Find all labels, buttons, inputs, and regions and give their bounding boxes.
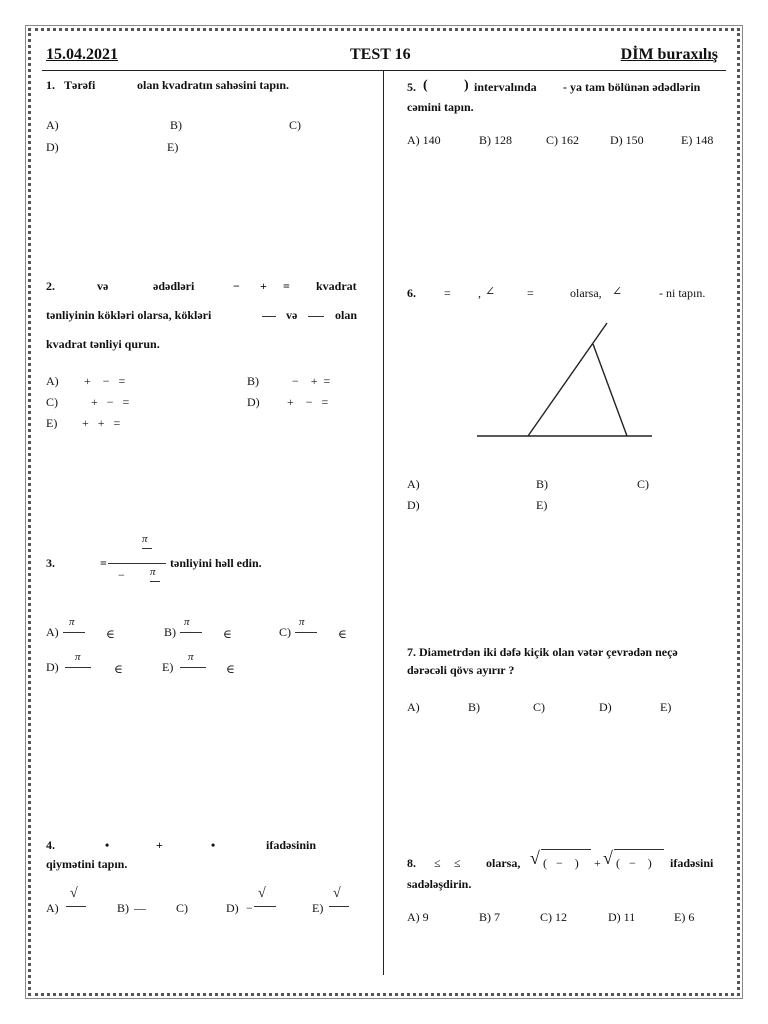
q2-option-d[interactable]: D) bbox=[247, 395, 260, 409]
q7-option-d[interactable]: D) bbox=[599, 700, 612, 714]
q2-line3: kvadrat tənliyi qurun. bbox=[46, 337, 160, 351]
q5-line2: cəmini tapın. bbox=[407, 100, 474, 114]
q2-option-b-expr: − + = bbox=[292, 374, 331, 388]
q3-equals: = bbox=[100, 556, 107, 570]
q3-b-pi: π bbox=[184, 616, 190, 628]
q7-option-a[interactable]: A) bbox=[407, 700, 420, 714]
q2-option-e-expr: + + = bbox=[82, 416, 121, 430]
q8-le-2: ≤ bbox=[454, 856, 461, 870]
q2-option-a[interactable]: A) bbox=[46, 374, 59, 388]
q4-line2: qiymətini tapın. bbox=[46, 857, 128, 871]
q3-d-bar bbox=[65, 667, 91, 668]
q8-option-d[interactable]: D) 11 bbox=[608, 910, 636, 924]
q4-e-bar bbox=[329, 906, 349, 907]
q6-option-d[interactable]: D) bbox=[407, 498, 420, 512]
q7-line1: 7. Diametrdən iki dəfə kiçik olan vətər çevrədən neçə bbox=[407, 645, 678, 659]
q4-a-bar bbox=[66, 906, 86, 907]
q3-numerator-pi: π bbox=[142, 533, 148, 545]
q2-word-ededleri: ədədləri bbox=[153, 279, 195, 293]
q4-number: 4. bbox=[46, 838, 55, 852]
q3-e-bar bbox=[180, 667, 206, 668]
q5-option-d[interactable]: D) 150 bbox=[610, 133, 644, 147]
test-source: DİM buraxılış bbox=[620, 46, 718, 63]
q3-c-bar bbox=[295, 632, 317, 633]
q6-equals-1: = bbox=[444, 286, 451, 300]
q3-option-b[interactable]: B) bbox=[164, 625, 176, 639]
q8-plus: + bbox=[594, 856, 601, 870]
q5-option-c[interactable]: C) 162 bbox=[546, 133, 579, 147]
q6-option-e[interactable]: E) bbox=[536, 498, 548, 512]
q6-option-a[interactable]: A) bbox=[407, 477, 420, 491]
q3-option-c[interactable]: C) bbox=[279, 625, 291, 639]
q4-d-minus: − bbox=[246, 901, 253, 915]
q2-option-e[interactable]: E) bbox=[46, 416, 58, 430]
q7-line2: dərəcəli qövs ayırır ? bbox=[407, 663, 515, 677]
q8-sqrt-1-expr: ( − ) bbox=[543, 856, 579, 870]
q2-word-ve2: və bbox=[286, 308, 298, 322]
q3-number: 3. bbox=[46, 556, 55, 570]
q2-plus: + bbox=[260, 279, 267, 293]
q3-e-pi: π bbox=[188, 651, 194, 663]
q7-option-b[interactable]: B) bbox=[468, 700, 480, 714]
q4-d-bar bbox=[254, 906, 276, 907]
q4-b-dash: — bbox=[134, 901, 146, 915]
q4-option-d[interactable]: D) bbox=[226, 901, 239, 915]
q8-sqrt-2-expr: ( − ) bbox=[616, 856, 652, 870]
q3-b-bar bbox=[180, 632, 202, 633]
q5-option-a[interactable]: A) 140 bbox=[407, 133, 441, 147]
q4-dot-1: • bbox=[105, 838, 110, 852]
q1-text-pre: Tərəfi bbox=[64, 78, 96, 92]
q2-option-a-expr: + − = bbox=[84, 374, 126, 388]
q2-option-c[interactable]: C) bbox=[46, 395, 58, 409]
header-divider bbox=[42, 70, 726, 71]
q8-le-1: ≤ bbox=[434, 856, 441, 870]
q4-option-c[interactable]: C) bbox=[176, 901, 188, 915]
q2-fraction-bar-1 bbox=[262, 316, 276, 317]
q6-equals-2: = bbox=[527, 286, 534, 300]
q2-option-b[interactable]: B) bbox=[247, 374, 259, 388]
q5-option-e[interactable]: E) 148 bbox=[681, 133, 714, 147]
q5-number: 5. bbox=[407, 80, 416, 94]
q3-option-a[interactable]: A) bbox=[46, 625, 59, 639]
q4-e-sqrt: √ bbox=[333, 886, 341, 901]
q8-option-c[interactable]: C) 12 bbox=[540, 910, 567, 924]
q6-option-b[interactable]: B) bbox=[536, 477, 548, 491]
q2-option-c-expr: + − = bbox=[91, 395, 130, 409]
q8-option-e[interactable]: E) 6 bbox=[674, 910, 695, 924]
q6-left-side bbox=[528, 323, 607, 436]
q2-word-ve: və bbox=[97, 279, 109, 293]
q4-option-a[interactable]: A) bbox=[46, 901, 59, 915]
q2-minus: − bbox=[233, 279, 240, 293]
q6-text2: - ni tapın. bbox=[659, 286, 706, 300]
q5-text2: - ya tam bölünən ədədlərin bbox=[563, 80, 701, 94]
q1-text-post: olan kvadratın sahəsini tapın. bbox=[137, 78, 290, 92]
q3-small-bar-bottom bbox=[150, 581, 160, 582]
q6-comma: , bbox=[478, 286, 481, 300]
q8-option-a[interactable]: A) 9 bbox=[407, 910, 429, 924]
q4-option-b[interactable]: B) bbox=[117, 901, 129, 915]
q1-option-d[interactable]: D) bbox=[46, 140, 59, 154]
page-border bbox=[28, 28, 740, 996]
q3-e-in: ∈ bbox=[226, 662, 235, 676]
q3-fraction-bar bbox=[108, 563, 166, 564]
test-date: 15.04.2021 bbox=[46, 46, 118, 63]
q2-word-olan: olan bbox=[335, 308, 358, 322]
q2-line2: tənliyinin kökləri olarsa, kökləri bbox=[46, 308, 212, 322]
q7-option-e[interactable]: E) bbox=[660, 700, 672, 714]
q3-text: tənliyini həll edin. bbox=[170, 556, 262, 570]
q3-minus: − bbox=[118, 568, 125, 582]
q1-option-a[interactable]: A) bbox=[46, 118, 59, 132]
q6-text: olarsa, bbox=[570, 286, 602, 300]
q2-number: 2. bbox=[46, 279, 55, 293]
q8-sqrt-2: √ bbox=[603, 848, 613, 868]
q6-triangle-diagram bbox=[475, 320, 675, 440]
q4-text: ifadəsinin bbox=[266, 838, 317, 852]
q8-sqrt-1-bar bbox=[541, 849, 591, 850]
q7-option-c[interactable]: C) bbox=[533, 700, 545, 714]
q6-angle-1: ∠ bbox=[485, 284, 496, 298]
q3-c-pi: π bbox=[299, 616, 305, 628]
q8-number: 8. bbox=[407, 856, 416, 870]
q4-d-sqrt: √ bbox=[258, 886, 266, 901]
q4-option-e[interactable]: E) bbox=[312, 901, 324, 915]
q5-paren-open: ( bbox=[423, 78, 428, 93]
q1-option-b[interactable]: B) bbox=[170, 118, 182, 132]
q8-option-b[interactable]: B) 7 bbox=[479, 910, 500, 924]
q3-option-e[interactable]: E) bbox=[162, 660, 174, 674]
q3-denominator-pi: π bbox=[150, 566, 156, 578]
q3-a-pi: π bbox=[69, 616, 75, 628]
q3-d-pi: π bbox=[75, 651, 81, 663]
q8-sqrt-1: √ bbox=[530, 848, 540, 868]
q3-b-in: ∈ bbox=[223, 627, 232, 641]
q3-a-in: ∈ bbox=[106, 627, 115, 641]
q6-right-side bbox=[593, 344, 627, 436]
q6-angle-2: ∠ bbox=[612, 284, 623, 298]
q6-option-c[interactable]: C) bbox=[637, 477, 649, 491]
q8-text: olarsa, bbox=[486, 856, 521, 870]
q4-plus: + bbox=[156, 838, 163, 852]
q2-word-kvadrat: kvadrat bbox=[316, 279, 357, 293]
q3-a-bar bbox=[63, 632, 85, 633]
q8-sqrt-2-bar bbox=[614, 849, 664, 850]
q2-option-d-expr: + − = bbox=[287, 395, 329, 409]
q4-dot-2: • bbox=[211, 838, 216, 852]
q5-option-b[interactable]: B) 128 bbox=[479, 133, 512, 147]
q8-text2: ifadəsini bbox=[670, 856, 714, 870]
q3-small-bar-top bbox=[142, 548, 152, 549]
q1-option-c[interactable]: C) bbox=[289, 118, 301, 132]
q1-option-e[interactable]: E) bbox=[167, 140, 179, 154]
q1-number: 1. bbox=[46, 78, 55, 92]
q6-number: 6. bbox=[407, 286, 416, 300]
column-divider bbox=[383, 70, 384, 975]
q3-c-in: ∈ bbox=[338, 627, 347, 641]
test-title: TEST 16 bbox=[350, 46, 411, 63]
q3-d-in: ∈ bbox=[114, 662, 123, 676]
q3-option-d[interactable]: D) bbox=[46, 660, 59, 674]
q8-line2: sadələşdirin. bbox=[407, 877, 472, 891]
q2-fraction-bar-2 bbox=[308, 316, 324, 317]
q2-equals: = bbox=[283, 279, 290, 293]
q5-text1: intervalında bbox=[474, 80, 537, 94]
q4-a-sqrt: √ bbox=[70, 886, 78, 901]
q5-paren-close: ) bbox=[464, 78, 469, 93]
